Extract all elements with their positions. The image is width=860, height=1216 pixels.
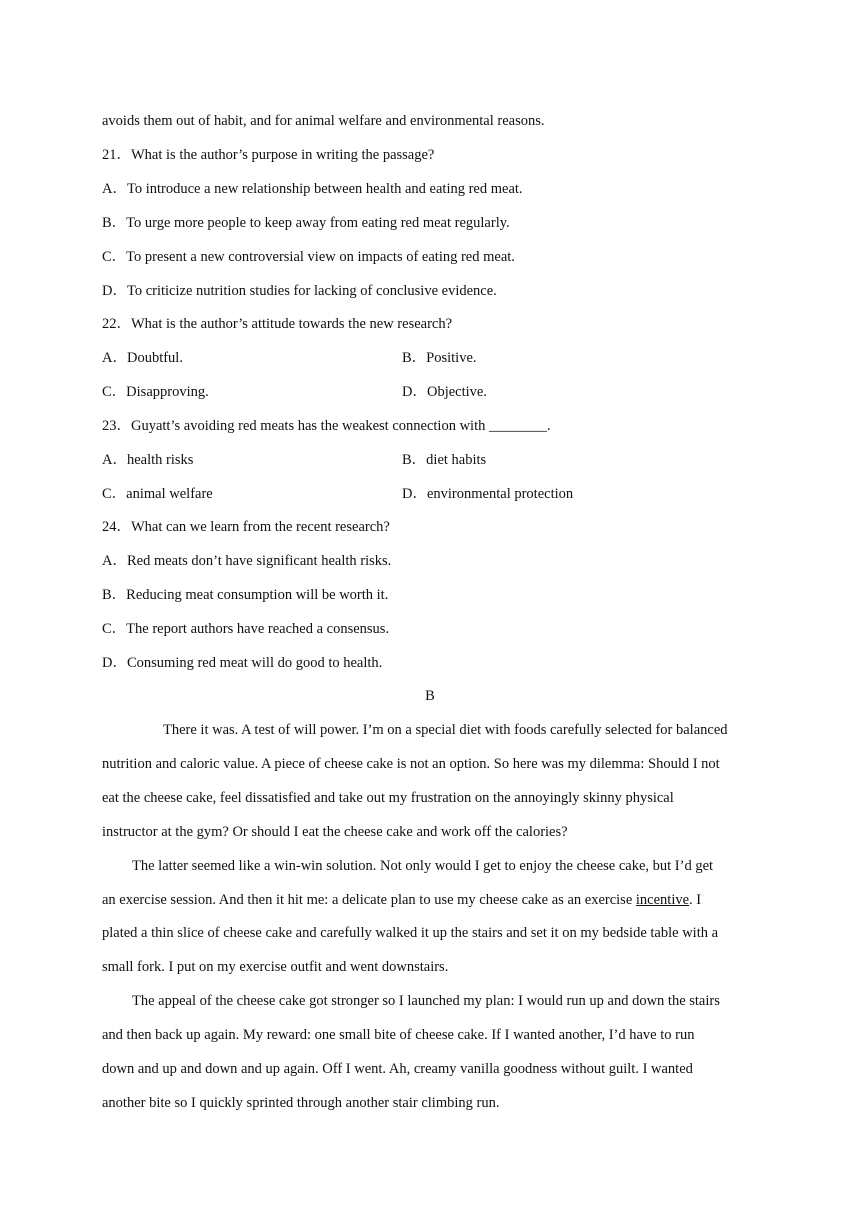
- question-22-option-d: D．Objective.: [402, 384, 487, 400]
- passage-line: another bite so I quickly sprinted through another stair climbing run.: [102, 1095, 500, 1111]
- question-21-option-a: A．To introduce a new relationship between health and eating red meat.: [102, 181, 523, 197]
- question-23-option-c: C．animal welfare: [102, 486, 213, 502]
- passage-text: . I: [689, 892, 702, 908]
- passage-line: The appeal of the cheese cake got stronger so I launched my plan: I would run up and down the stairs: [132, 993, 720, 1009]
- question-21-option-c: C．To present a new controversial view on impacts of eating red meat.: [102, 249, 515, 265]
- question-23-option-a: A．health risks: [102, 452, 194, 468]
- question-21-option-d: D．To criticize nutrition studies for lacking of conclusive evidence.: [102, 283, 497, 299]
- passage-line: The latter seemed like a win-win solution. Not only would I get to enjoy the cheese cake, but I’d get: [132, 858, 714, 874]
- passage-line: plated a thin slice of cheese cake and carefully walked it up the stairs and set it on my bedside table with a: [102, 925, 719, 941]
- question-23-option-d: D．environmental protection: [402, 486, 574, 502]
- question-24-option-c: C．The report authors have reached a consensus.: [102, 621, 390, 637]
- passage-line-with-underline: [102, 890, 701, 910]
- passage-line: down and up and down and up again. Off I went. Ah, creamy vanilla goodness without guilt. I wanted: [102, 1061, 693, 1077]
- passage-line: small fork. I put on my exercise outfit and went downstairs.: [102, 959, 449, 975]
- passage-line: nutrition and caloric value. A piece of cheese cake is not an option. So here was my dilemma: Should I not: [102, 756, 720, 772]
- passage-line: and then back up again. My reward: one small bite of cheese cake. If I wanted another, I’d have to run: [102, 1027, 695, 1043]
- question-22-option-b: B．Positive.: [402, 350, 477, 366]
- question-23-option-b: B．diet habits: [402, 452, 487, 468]
- passage-line: instructor at the gym? Or should I eat the cheese cake and work off the calories?: [102, 824, 568, 840]
- question-24-option-a: A．Red meats don’t have significant health risks.: [102, 553, 392, 569]
- question-24-option-b: B．Reducing meat consumption will be worth it.: [102, 587, 389, 603]
- question-24-option-d: D．Consuming red meat will do good to health.: [102, 655, 383, 671]
- question-21-option-b: B．To urge more people to keep away from eating red meat regularly.: [102, 215, 510, 231]
- passage-line: eat the cheese cake, feel dissatisfied and take out my frustration on the annoyingly skinny physical: [102, 790, 674, 806]
- intro-tail-text: avoids them out of habit, and for animal welfare and environmental reasons.: [102, 113, 545, 129]
- question-22-stem: 22．What is the author’s attitude towards the new research?: [102, 316, 453, 332]
- question-22-option-c: C．Disapproving.: [102, 384, 209, 400]
- passage-text: an exercise session. And then it hit me: a delicate plan to use my cheese cake as an exercise: [102, 892, 636, 908]
- question-21-stem: 21．What is the author’s purpose in writing the passage?: [102, 147, 435, 163]
- question-22-option-a: A．Doubtful.: [102, 350, 183, 366]
- section-b-heading: B: [425, 688, 435, 704]
- passage-line: There it was. A test of will power. I’m on a special diet with foods carefully selected for balanced: [163, 722, 728, 738]
- question-23-stem: 23．Guyatt’s avoiding red meats has the weakest connection with ________.: [102, 418, 551, 434]
- question-24-stem: 24．What can we learn from the recent research?: [102, 519, 390, 535]
- underlined-word-incentive: incentive: [635, 892, 690, 908]
